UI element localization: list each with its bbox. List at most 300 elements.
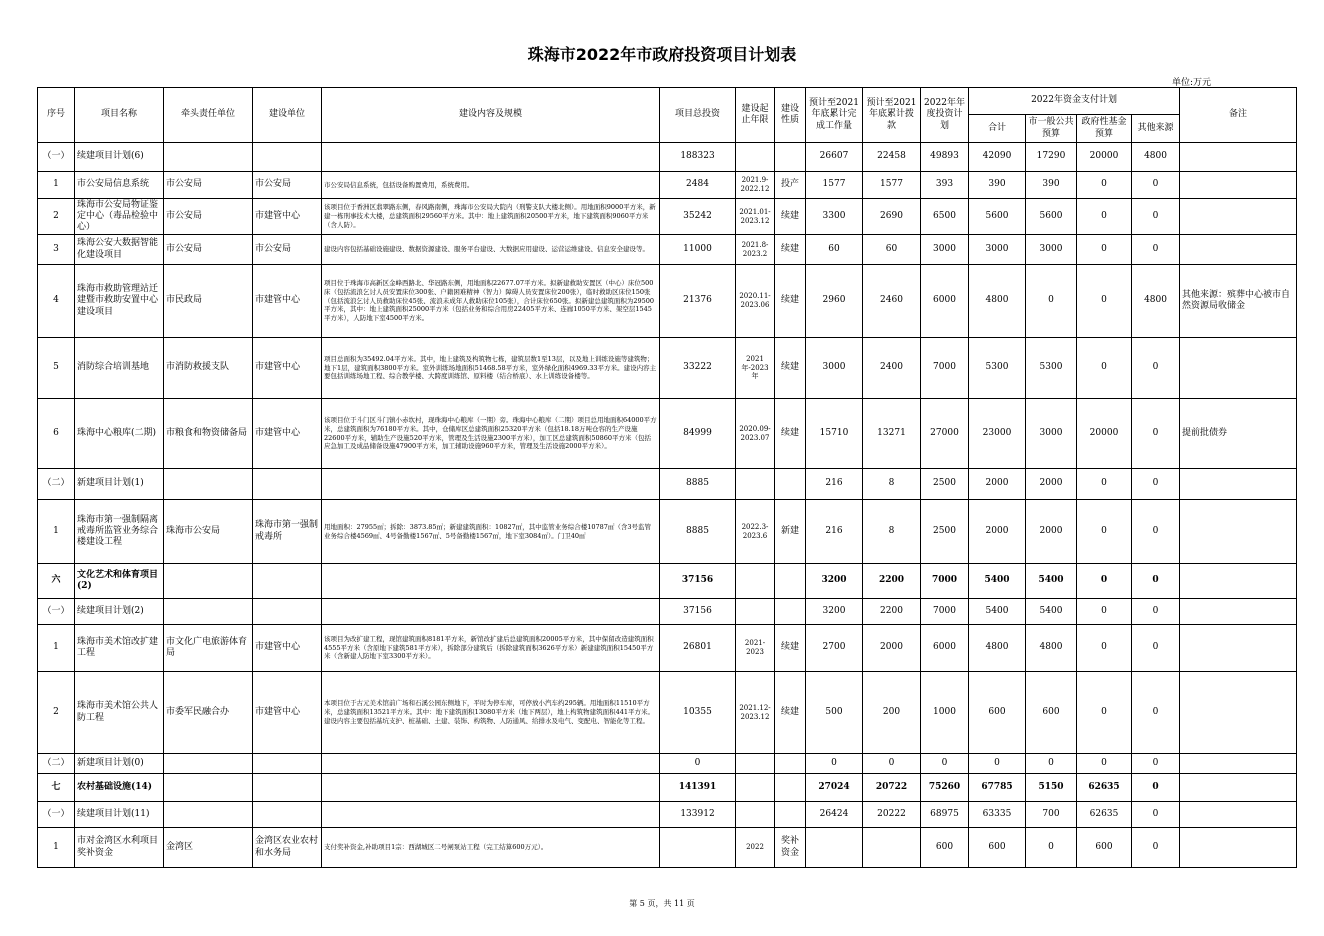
cell-sum: 42090 xyxy=(969,143,1026,172)
cell-content xyxy=(322,774,660,802)
cell-general: 3000 xyxy=(1026,235,1077,265)
cell-general: 600 xyxy=(1026,672,1077,754)
cell-other: 0 xyxy=(1132,338,1180,399)
cell-name: 珠海市救助管理站迁建暨市救助安置中心建设项目 xyxy=(75,265,164,338)
cell-govfund: 62635 xyxy=(1077,774,1132,802)
cell-sum: 63335 xyxy=(969,802,1026,828)
cell-content: 该项目位于香洲区翡翠路东侧，春风路南侧，珠海市公安局大院内（刑警支队大楼北侧）。用地面积9000平方米，新建一栋刑事技术大楼，总建筑面积29560平方米。其中：地上建筑面积20500平方米，地下建筑面积9060平方米（含人防）。 xyxy=(322,199,660,235)
cell-seq: 2 xyxy=(38,672,75,754)
cell-years: 2021-2023 xyxy=(736,625,775,672)
cell-lead: 金湾区 xyxy=(164,828,253,868)
cell-years: 2021.01-2023.12 xyxy=(736,199,775,235)
cell-general: 5400 xyxy=(1026,599,1077,625)
cell-content: 该项目为改扩建工程，现馆建筑面积8181平方米，新馆改扩建后总建筑面积20005平方米，其中保留改造建筑面积4555平方米（含原地下建筑581平方米），拆除部分建筑后（拆除建筑面积3626平方米）新建建筑面积15450平方米（含新建人防地下室3300平方米）。 xyxy=(322,625,660,672)
cell-lead xyxy=(164,754,253,774)
cell-builder xyxy=(253,564,322,599)
cell-builder: 市公安局 xyxy=(253,235,322,265)
cell-sum: 3000 xyxy=(969,235,1026,265)
cell-sum: 67785 xyxy=(969,774,1026,802)
cell-sum: 5400 xyxy=(969,599,1026,625)
cell-govfund: 20000 xyxy=(1077,399,1132,469)
cell-other: 0 xyxy=(1132,774,1180,802)
cell-total: 133912 xyxy=(660,802,736,828)
cell-govfund: 20000 xyxy=(1077,143,1132,172)
cell-done: 2960 xyxy=(806,265,863,338)
cell-lead xyxy=(164,774,253,802)
cell-paid xyxy=(863,828,921,868)
cell-plan: 2500 xyxy=(921,469,969,500)
cell-paid: 2460 xyxy=(863,265,921,338)
cell-nature: 续建 xyxy=(775,625,806,672)
cell-years xyxy=(736,143,775,172)
cell-paid: 20722 xyxy=(863,774,921,802)
cell-builder: 市公安局 xyxy=(253,172,322,199)
cell-nature xyxy=(775,564,806,599)
cell-total: 84999 xyxy=(660,399,736,469)
cell-other: 0 xyxy=(1132,802,1180,828)
cell-builder xyxy=(253,754,322,774)
cell-general: 2000 xyxy=(1026,469,1077,500)
cell-other: 0 xyxy=(1132,672,1180,754)
table-row xyxy=(38,235,1297,265)
cell-plan: 6000 xyxy=(921,625,969,672)
cell-paid: 2200 xyxy=(863,599,921,625)
cell-plan: 2500 xyxy=(921,500,969,564)
cell-paid: 2690 xyxy=(863,199,921,235)
cell-sum: 600 xyxy=(969,672,1026,754)
cell-plan: 600 xyxy=(921,828,969,868)
cell-builder: 金湾区农业农村和水务局 xyxy=(253,828,322,868)
cell-name: 珠海中心粮库(二期) xyxy=(75,399,164,469)
cell-general: 700 xyxy=(1026,802,1077,828)
cell-content: 建设内容包括基础设施建设、数据资源建设、服务平台建设、大数据应用建设、运营运维建设、信息安全建设等。 xyxy=(322,235,660,265)
cell-remark xyxy=(1180,235,1297,265)
cell-paid: 0 xyxy=(863,754,921,774)
cell-general: 390 xyxy=(1026,172,1077,199)
cell-paid: 1577 xyxy=(863,172,921,199)
cell-years: 2022 xyxy=(736,828,775,868)
header-builder: 建设单位 xyxy=(253,88,322,143)
cell-plan: 75260 xyxy=(921,774,969,802)
cell-years xyxy=(736,754,775,774)
cell-lead: 珠海市公安局 xyxy=(164,500,253,564)
cell-done: 3200 xyxy=(806,599,863,625)
cell-name: 珠海市第一强制隔离戒毒所监管业务综合楼建设工程 xyxy=(75,500,164,564)
header-general: 市一般公共预算 xyxy=(1026,115,1077,143)
cell-lead: 市文化广电旅游体育局 xyxy=(164,625,253,672)
table-row xyxy=(38,802,1297,828)
cell-other: 0 xyxy=(1132,564,1180,599)
cell-builder xyxy=(253,469,322,500)
header-govfund: 政府性基金预算 xyxy=(1077,115,1132,143)
cell-content xyxy=(322,754,660,774)
cell-remark xyxy=(1180,599,1297,625)
cell-years xyxy=(736,469,775,500)
cell-content xyxy=(322,469,660,500)
cell-content: 该项目位于斗门区斗门镇小赤坎村，现珠海中心粮库（一期）旁。珠海中心粮库（二期）项目总用地面积64000平方米，总建筑面积为76180平方米。其中，仓储库区总建筑面积25320平方米（包括18.18万吨仓容的生产设施22600平方米，辅助生产设施520平方米，管理及生活设施2300平方米），加工区总建筑面积50860平方米（包括应急加工及成品储备设施47900平方米，加工辅助设施960平方米，管理及生活设施2000平方米）。 xyxy=(322,399,660,469)
cell-seq: 1 xyxy=(38,172,75,199)
cell-nature: 奖补资金 xyxy=(775,828,806,868)
cell-content: 用地面积：27955㎡；拆除：3873.85㎡；新建建筑面积：10827㎡，其中监管业务综合楼10787㎡（含3号监管业务综合楼4569㎡、4号备勤楼1567㎡、5号备勤楼1567㎡，地下室3084㎡）。门卫40㎡ xyxy=(322,500,660,564)
cell-done xyxy=(806,828,863,868)
cell-nature: 续建 xyxy=(775,399,806,469)
table-row xyxy=(38,625,1297,672)
cell-paid: 2000 xyxy=(863,625,921,672)
cell-lead: 市委军民融合办 xyxy=(164,672,253,754)
cell-remark: 提前批债券 xyxy=(1180,399,1297,469)
header-remark: 备注 xyxy=(1180,88,1297,143)
cell-nature xyxy=(775,802,806,828)
cell-govfund: 0 xyxy=(1077,199,1132,235)
cell-years: 2021.12-2023.12 xyxy=(736,672,775,754)
cell-plan: 0 xyxy=(921,754,969,774)
cell-name: 市公安局信息系统 xyxy=(75,172,164,199)
cell-total: 26801 xyxy=(660,625,736,672)
cell-sum: 4800 xyxy=(969,265,1026,338)
cell-name: 珠海市美术馆改扩建工程 xyxy=(75,625,164,672)
cell-total: 0 xyxy=(660,754,736,774)
cell-nature: 续建 xyxy=(775,672,806,754)
table-row xyxy=(38,599,1297,625)
cell-govfund: 600 xyxy=(1077,828,1132,868)
cell-nature xyxy=(775,754,806,774)
cell-other: 0 xyxy=(1132,235,1180,265)
cell-remark xyxy=(1180,500,1297,564)
cell-lead xyxy=(164,564,253,599)
cell-paid: 2200 xyxy=(863,564,921,599)
cell-seq: 1 xyxy=(38,625,75,672)
cell-seq: 5 xyxy=(38,338,75,399)
cell-name: 新建项目计划(1) xyxy=(75,469,164,500)
cell-nature xyxy=(775,469,806,500)
cell-remark xyxy=(1180,564,1297,599)
cell-govfund: 0 xyxy=(1077,754,1132,774)
cell-nature: 新建 xyxy=(775,500,806,564)
cell-done: 500 xyxy=(806,672,863,754)
cell-builder: 珠海市第一强制戒毒所 xyxy=(253,500,322,564)
cell-sum: 23000 xyxy=(969,399,1026,469)
cell-content: 市公安局信息系统，包括设备购置费用，系统费用。 xyxy=(322,172,660,199)
cell-other: 0 xyxy=(1132,754,1180,774)
cell-content: 项目位于珠海市高新区金峰西路北、华冠路东侧，用地面积22677.07平方米。拟新建救助安置区（中心）床位500床（包括流浪乞讨人员安置床位300张、户籍困难精神（智力）障碍人员安置床位200张），临时救助区床位150张（包括流浪乞讨人员救助床位45张、流浪未成年人救助床位105张），合计床位650张。拟新建总建筑面积为29500平方米，其中：地上建筑面积25000平方米（包括业务和综合用房22405平方米、连廊1050平方米、架空层1545平方米），人防地下室4500平方米。 xyxy=(322,265,660,338)
cell-remark xyxy=(1180,828,1297,868)
table-row xyxy=(38,199,1297,235)
header-sum: 合计 xyxy=(969,115,1026,143)
cell-general: 2000 xyxy=(1026,500,1077,564)
cell-years xyxy=(736,802,775,828)
cell-general: 0 xyxy=(1026,265,1077,338)
cell-other: 0 xyxy=(1132,172,1180,199)
cell-remark xyxy=(1180,469,1297,500)
cell-builder: 市建管中心 xyxy=(253,399,322,469)
cell-seq: 4 xyxy=(38,265,75,338)
cell-builder xyxy=(253,774,322,802)
cell-builder: 市建管中心 xyxy=(253,265,322,338)
cell-govfund: 0 xyxy=(1077,599,1132,625)
cell-years xyxy=(736,774,775,802)
cell-years xyxy=(736,599,775,625)
cell-remark xyxy=(1180,802,1297,828)
cell-seq: 七 xyxy=(38,774,75,802)
header-content: 建设内容及规模 xyxy=(322,88,660,143)
cell-plan: 7000 xyxy=(921,564,969,599)
cell-content xyxy=(322,143,660,172)
cell-seq: 六 xyxy=(38,564,75,599)
cell-govfund: 0 xyxy=(1077,338,1132,399)
cell-content: 支付奖补资金,补助项目1宗：西湖城区二号闸泵站工程（完工结算600万元）。 xyxy=(322,828,660,868)
cell-general: 5600 xyxy=(1026,199,1077,235)
cell-content: 本项目位于古元美术馆前广场和石溪公园东侧地下，平时为停车库，可停放小汽车约295辆。用地面积11510平方米，总建筑面积13521平方米。其中：地下建筑面积13080平方米（地下两层），地上构筑物建筑面积441平方米。建设内容主要包括基坑支护、桩基础、土建、装饰、构筑物、人防通风、给排水及电气、变配电、智能化等工程。 xyxy=(322,672,660,754)
project-table xyxy=(37,87,1297,868)
cell-other: 0 xyxy=(1132,599,1180,625)
header-nature: 建设性质 xyxy=(775,88,806,143)
cell-name: 新建项目计划(0) xyxy=(75,754,164,774)
table-row xyxy=(38,672,1297,754)
cell-paid: 22458 xyxy=(863,143,921,172)
cell-total: 37156 xyxy=(660,564,736,599)
cell-total: 35242 xyxy=(660,199,736,235)
header-fund: 2022年资金支付计划 xyxy=(969,88,1180,115)
cell-builder xyxy=(253,143,322,172)
cell-total xyxy=(660,828,736,868)
table-row xyxy=(38,828,1297,868)
cell-remark xyxy=(1180,754,1297,774)
cell-seq: （一） xyxy=(38,802,75,828)
table-row xyxy=(38,774,1297,802)
table-row xyxy=(38,564,1297,599)
cell-done: 15710 xyxy=(806,399,863,469)
cell-total: 37156 xyxy=(660,599,736,625)
cell-general: 0 xyxy=(1026,754,1077,774)
header-name: 项目名称 xyxy=(75,88,164,143)
cell-years: 2020.09-2023.07 xyxy=(736,399,775,469)
cell-name: 文化艺术和体育项目(2) xyxy=(75,564,164,599)
cell-other: 4800 xyxy=(1132,143,1180,172)
cell-nature xyxy=(775,774,806,802)
cell-seq: 2 xyxy=(38,199,75,235)
cell-content xyxy=(322,564,660,599)
cell-plan: 7000 xyxy=(921,599,969,625)
cell-govfund: 0 xyxy=(1077,500,1132,564)
cell-general: 5400 xyxy=(1026,564,1077,599)
cell-plan: 6500 xyxy=(921,199,969,235)
cell-done: 26607 xyxy=(806,143,863,172)
cell-paid: 60 xyxy=(863,235,921,265)
cell-done: 3300 xyxy=(806,199,863,235)
cell-general: 17290 xyxy=(1026,143,1077,172)
cell-sum: 2000 xyxy=(969,500,1026,564)
cell-total: 2484 xyxy=(660,172,736,199)
cell-total: 21376 xyxy=(660,265,736,338)
cell-govfund: 0 xyxy=(1077,672,1132,754)
cell-content xyxy=(322,802,660,828)
cell-lead: 市粮食和物资储备局 xyxy=(164,399,253,469)
cell-lead: 市消防救援支队 xyxy=(164,338,253,399)
cell-years xyxy=(736,564,775,599)
cell-lead xyxy=(164,469,253,500)
cell-builder xyxy=(253,802,322,828)
cell-done: 1577 xyxy=(806,172,863,199)
cell-paid: 8 xyxy=(863,500,921,564)
header-lead: 牵头责任单位 xyxy=(164,88,253,143)
cell-seq: 1 xyxy=(38,500,75,564)
table-row xyxy=(38,338,1297,399)
cell-remark xyxy=(1180,199,1297,235)
cell-builder: 市建管中心 xyxy=(253,672,322,754)
cell-other: 4800 xyxy=(1132,265,1180,338)
cell-seq: （一） xyxy=(38,599,75,625)
cell-govfund: 0 xyxy=(1077,469,1132,500)
header-plan2022: 2022年年度投资计划 xyxy=(921,88,969,143)
cell-name: 农村基础设施(14) xyxy=(75,774,164,802)
cell-name: 珠海市美术馆公共人防工程 xyxy=(75,672,164,754)
cell-seq: 3 xyxy=(38,235,75,265)
table-row xyxy=(38,143,1297,172)
cell-general: 3000 xyxy=(1026,399,1077,469)
cell-paid: 200 xyxy=(863,672,921,754)
cell-seq: （一） xyxy=(38,143,75,172)
cell-paid: 2400 xyxy=(863,338,921,399)
table-row xyxy=(38,500,1297,564)
table-row xyxy=(38,754,1297,774)
cell-plan: 27000 xyxy=(921,399,969,469)
cell-done: 26424 xyxy=(806,802,863,828)
cell-general: 5300 xyxy=(1026,338,1077,399)
cell-govfund: 62635 xyxy=(1077,802,1132,828)
cell-other: 0 xyxy=(1132,469,1180,500)
header-paid2021: 预计至2021年底累计拨款 xyxy=(863,88,921,143)
cell-done: 216 xyxy=(806,500,863,564)
cell-other: 0 xyxy=(1132,500,1180,564)
cell-name: 珠海市公安局物证鉴定中心（毒品检验中心） xyxy=(75,199,164,235)
table-row xyxy=(38,469,1297,500)
cell-govfund: 0 xyxy=(1077,265,1132,338)
unit-label: 单位:万元 xyxy=(1172,78,1212,88)
cell-total: 188323 xyxy=(660,143,736,172)
cell-other: 0 xyxy=(1132,199,1180,235)
cell-years: 2021.9-2022.12 xyxy=(736,172,775,199)
cell-remark xyxy=(1180,143,1297,172)
cell-builder xyxy=(253,599,322,625)
cell-plan: 3000 xyxy=(921,235,969,265)
cell-lead: 市民政局 xyxy=(164,265,253,338)
cell-paid: 20222 xyxy=(863,802,921,828)
cell-total: 8885 xyxy=(660,469,736,500)
cell-remark xyxy=(1180,172,1297,199)
cell-builder: 市建管中心 xyxy=(253,199,322,235)
cell-total: 8885 xyxy=(660,500,736,564)
cell-name: 消防综合培训基地 xyxy=(75,338,164,399)
cell-govfund: 0 xyxy=(1077,564,1132,599)
cell-sum: 5300 xyxy=(969,338,1026,399)
cell-content: 项目总面积为35492.04平方米。其中，地上建筑及构筑物七栋，建筑层数1至13层，以及地上训练设施等建筑物；地下1层，建筑面积3800平方米。室外训练场地面积51468.58平方米，室外绿化面积4969.33平方米。建设内容主要包括训练场地工程、综合教学楼、大跨度训练馆、原料楼（结合桥底）、水上训练设备楼等。 xyxy=(322,338,660,399)
cell-seq: 6 xyxy=(38,399,75,469)
cell-total: 10355 xyxy=(660,672,736,754)
cell-remark xyxy=(1180,774,1297,802)
cell-govfund: 0 xyxy=(1077,625,1132,672)
cell-seq: （二） xyxy=(38,469,75,500)
cell-nature: 续建 xyxy=(775,338,806,399)
cell-name: 续建项目计划(11) xyxy=(75,802,164,828)
cell-sum: 0 xyxy=(969,754,1026,774)
cell-total: 33222 xyxy=(660,338,736,399)
table-row xyxy=(38,172,1297,199)
cell-remark xyxy=(1180,338,1297,399)
cell-done: 3000 xyxy=(806,338,863,399)
cell-lead xyxy=(164,802,253,828)
cell-remark: 其他来源：殡葬中心被市自然资源局收储金 xyxy=(1180,265,1297,338)
cell-nature: 投产 xyxy=(775,172,806,199)
cell-years: 2021.8-2023.2 xyxy=(736,235,775,265)
cell-sum: 5600 xyxy=(969,199,1026,235)
cell-general: 0 xyxy=(1026,828,1077,868)
cell-total: 11000 xyxy=(660,235,736,265)
cell-lead: 市公安局 xyxy=(164,172,253,199)
cell-general: 4800 xyxy=(1026,625,1077,672)
cell-years: 2021年-2023年 xyxy=(736,338,775,399)
cell-remark xyxy=(1180,625,1297,672)
cell-years: 2022.3-2023.6 xyxy=(736,500,775,564)
cell-nature xyxy=(775,599,806,625)
page-footer: 第 5 页，共 11 页 xyxy=(629,899,695,908)
cell-sum: 390 xyxy=(969,172,1026,199)
cell-content xyxy=(322,599,660,625)
cell-done: 0 xyxy=(806,754,863,774)
cell-seq: （二） xyxy=(38,754,75,774)
cell-name: 市对金湾区水利项目奖补资金 xyxy=(75,828,164,868)
cell-other: 0 xyxy=(1132,828,1180,868)
cell-paid: 13271 xyxy=(863,399,921,469)
cell-plan: 1000 xyxy=(921,672,969,754)
cell-name: 续建项目计划(6) xyxy=(75,143,164,172)
cell-lead: 市公安局 xyxy=(164,199,253,235)
cell-seq: 1 xyxy=(38,828,75,868)
cell-govfund: 0 xyxy=(1077,235,1132,265)
page-title: 珠海市2022年市政府投资项目计划表 xyxy=(527,45,797,64)
header-years: 建设起止年限 xyxy=(736,88,775,143)
cell-sum: 4800 xyxy=(969,625,1026,672)
cell-sum: 2000 xyxy=(969,469,1026,500)
cell-plan: 7000 xyxy=(921,338,969,399)
cell-other: 0 xyxy=(1132,625,1180,672)
header-row xyxy=(38,88,1297,115)
cell-sum: 600 xyxy=(969,828,1026,868)
cell-builder: 市建管中心 xyxy=(253,338,322,399)
cell-other: 0 xyxy=(1132,399,1180,469)
cell-builder: 市建管中心 xyxy=(253,625,322,672)
cell-remark xyxy=(1180,672,1297,754)
cell-sum: 5400 xyxy=(969,564,1026,599)
cell-done: 2700 xyxy=(806,625,863,672)
cell-total: 141391 xyxy=(660,774,736,802)
cell-done: 60 xyxy=(806,235,863,265)
cell-lead xyxy=(164,143,253,172)
cell-done: 27024 xyxy=(806,774,863,802)
cell-plan: 393 xyxy=(921,172,969,199)
header-seq: 序号 xyxy=(38,88,75,143)
header-total: 项目总投资 xyxy=(660,88,736,143)
cell-general: 5150 xyxy=(1026,774,1077,802)
cell-lead xyxy=(164,599,253,625)
cell-nature: 续建 xyxy=(775,265,806,338)
cell-govfund: 0 xyxy=(1077,172,1132,199)
cell-plan: 68975 xyxy=(921,802,969,828)
cell-years: 2020.11-2023.06 xyxy=(736,265,775,338)
cell-name: 续建项目计划(2) xyxy=(75,599,164,625)
header-other: 其他来源 xyxy=(1132,115,1180,143)
cell-done: 3200 xyxy=(806,564,863,599)
cell-nature: 续建 xyxy=(775,199,806,235)
